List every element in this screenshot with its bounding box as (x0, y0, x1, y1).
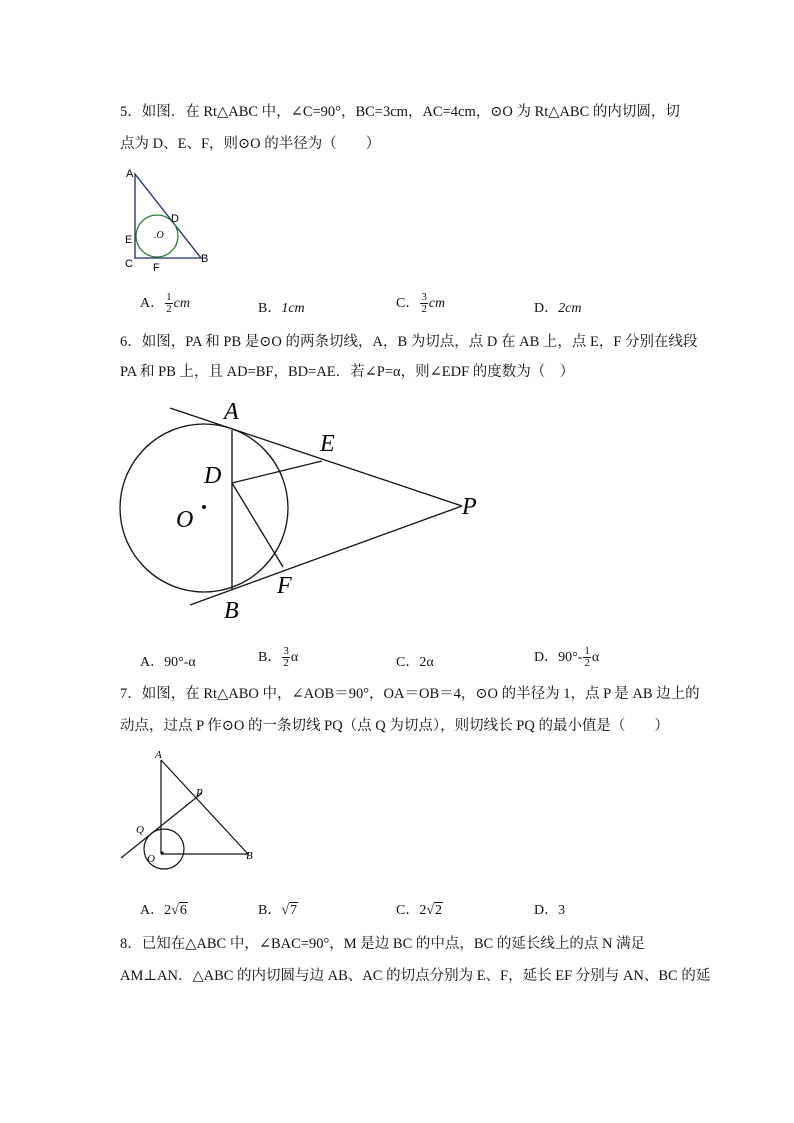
q5-label-e: E (125, 234, 133, 246)
q6-label-e: E (320, 431, 335, 457)
q5-label-d: D (171, 213, 179, 225)
q5-option-a[interactable]: A． $\frac{1}{2}$ cm (140, 291, 190, 316)
q5-label-f: F (153, 262, 160, 274)
q6-option-b[interactable]: B． $\frac{3}{2}$ α (258, 645, 299, 670)
q5-option-c[interactable]: C． $\frac{3}{2}$ cm (396, 291, 446, 316)
q7-label-p: P (196, 787, 203, 799)
q6-label-b: B (224, 598, 239, 624)
q5-figure (118, 166, 218, 276)
q6-label-p: P (462, 494, 477, 520)
q7-label-a: A (155, 749, 162, 761)
q8-stem-line1: 8．已知在△ABC 中，∠BAC=90°，M 是边 BC 的中点，BC 的延长线上的点 N 满足 (120, 936, 646, 952)
q6-figure (110, 395, 500, 627)
q7-stem-line1: 7．如图，在 Rt△ABO 中，∠AOB＝90°，OA＝OB＝4，⊙O 的半径为 1，点 P 是 AB 边上的 (120, 686, 700, 702)
q7-label-o: O (147, 853, 155, 865)
q5-stem-line2: 点为 D、E、F，则⊙O 的半径为（ ） (120, 136, 381, 152)
q5-label-b: B (201, 253, 209, 265)
q6-option-d[interactable]: D．90°- $\frac{1}{2}$ α (534, 645, 600, 670)
q7-option-a[interactable]: A．2√6 (140, 903, 187, 918)
q6-stem-line2: PA 和 PB 上，且 AD=BF，BD=AE．若∠P=α，则∠EDF 的度数为（ ） (120, 364, 575, 380)
q6-label-d: D (204, 463, 222, 489)
q6-option-c[interactable]: C．2α (396, 655, 434, 670)
q5-option-b[interactable]: B．1cm (258, 301, 305, 316)
q5-label-c: C (125, 258, 133, 270)
q6-label-o: O (176, 507, 194, 533)
q5-label-o: .O (154, 230, 164, 241)
q7-stem-line2: 动点，过点 P 作⊙O 的一条切线 PQ（点 Q 为切点），则切线长 PQ 的最小值是（ ） (120, 718, 669, 734)
q6-stem-line1: 6．如图，PA 和 PB 是⊙O 的两条切线，A，B 为切点，点 D 在 AB 上，点 E，F 分别在线段 (120, 334, 698, 350)
q7-option-d[interactable]: D．3 (534, 903, 566, 918)
q7-figure (114, 748, 264, 870)
q7-label-q: Q (136, 824, 144, 836)
q5-stem-line1: 5．如图．在 Rt△ABC 中，∠C=90°，BC=3cm，AC=4cm，⊙O 为 Rt△ABC 的内切圆，切 (120, 104, 680, 120)
q6-label-a: A (224, 399, 239, 425)
q5-option-d[interactable]: D．2cm (534, 301, 582, 316)
q7-label-b: B (246, 850, 253, 862)
q5-label-a: A (126, 168, 134, 180)
q6-label-f: F (277, 573, 292, 599)
q8-stem-line2: AM⊥AN．△ABC 的内切圆与边 AB、AC 的切点分别为 E、F，延长 EF 分别与 AN、BC 的延 (120, 968, 711, 984)
q7-option-c[interactable]: C．2√2 (396, 903, 443, 918)
q6-option-a[interactable]: A．90°-α (140, 655, 196, 670)
q7-option-b[interactable]: B．√7 (258, 903, 298, 918)
